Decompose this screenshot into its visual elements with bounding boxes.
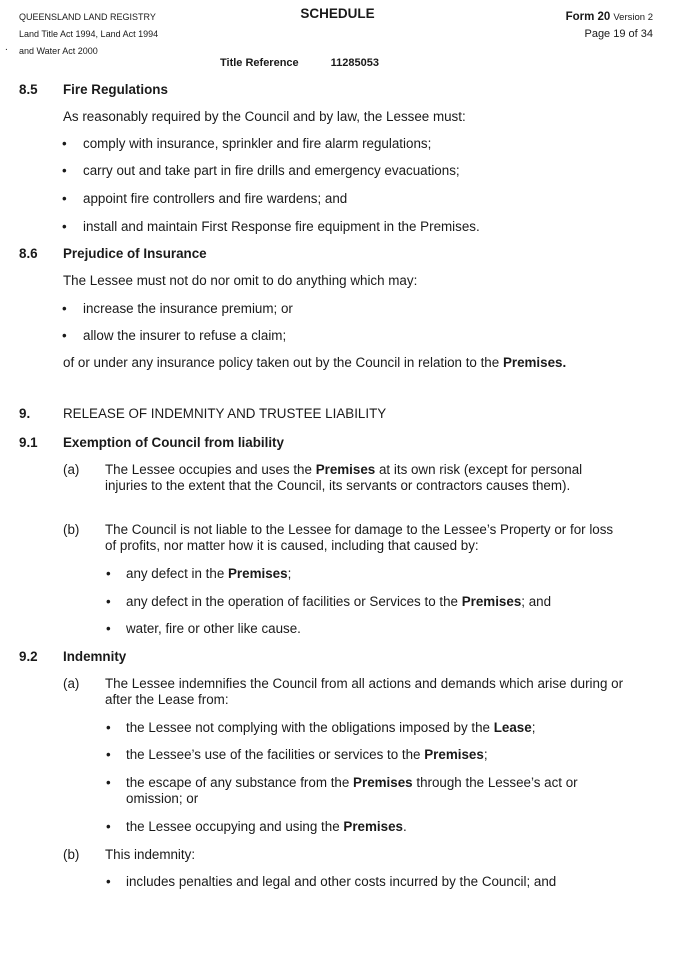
form-version: Version 2 [613,12,653,23]
section-9-1-b-line-2: of profits, nor matter how it is caused, including that caused by: [105,538,479,553]
section-9-2-a-line-1: The Lessee indemnifies the Council from all actions and demands which arise during or [105,676,624,691]
section-8-6-closing: of or under any insurance policy taken out by the Council in relation to the Premises. [63,355,567,370]
list-item-continuation: omission; or [126,791,199,806]
paragraph-label-b: (b) [63,847,80,862]
paragraph-label-b: (b) [63,522,80,537]
title-reference-value: 11285053 [330,57,380,69]
schedule-title: SCHEDULE [300,6,375,21]
section-9-1-a-line-1: The Lessee occupies and uses the Premises at its own risk (except for personal [105,462,583,477]
form-number: Form 20 [565,11,611,23]
section-8-6-number: 8.6 [19,246,38,261]
section-9-1-b-line-1: The Council is not liable to the Lessee for damage to the Lessee’s Property or for loss [105,522,614,537]
section-8-5-intro: As reasonably required by the Council and by law, the Lessee must: [63,109,466,124]
title-reference [220,57,379,69]
registry-name: QUEENSLAND LAND REGISTRY [19,12,156,22]
section-9-2-title: Indemnity [63,649,127,664]
section-9-2-a-line-2: after the Lease from: [105,692,229,707]
section-9-1-title: Exemption of Council from liability [63,435,284,450]
section-8-5-title: Fire Regulations [63,82,168,97]
title-reference-label: Title Reference [220,57,299,69]
acts-line-1: Land Title Act 1994, Land Act 1994 [19,29,159,39]
section-9-2-number: 9.2 [19,649,38,664]
section-9-number: 9. [19,406,31,421]
page-number: Page 19 of 34 [584,28,653,40]
section-8-5-number: 8.5 [19,82,38,97]
section-9-1-a-line-2: injuries to the extent that the Council, its servants or contractors causes them). [105,478,571,493]
section-8-6-title: Prejudice of Insurance [63,246,207,261]
paragraph-label-a: (a) [63,462,80,477]
paragraph-label-a: (a) [63,676,80,691]
acts-line-2: and Water Act 2000 [19,46,98,56]
section-9-1-number: 9.1 [19,435,38,450]
section-9-title: RELEASE OF INDEMNITY AND TRUSTEE LIABILITY [63,406,387,421]
section-8-6-intro: The Lessee must not do nor omit to do anything which may: [63,273,418,288]
form-info [566,9,653,42]
section-9-2-b-intro: This indemnity: [105,847,196,862]
margin-mark: . [5,42,8,53]
